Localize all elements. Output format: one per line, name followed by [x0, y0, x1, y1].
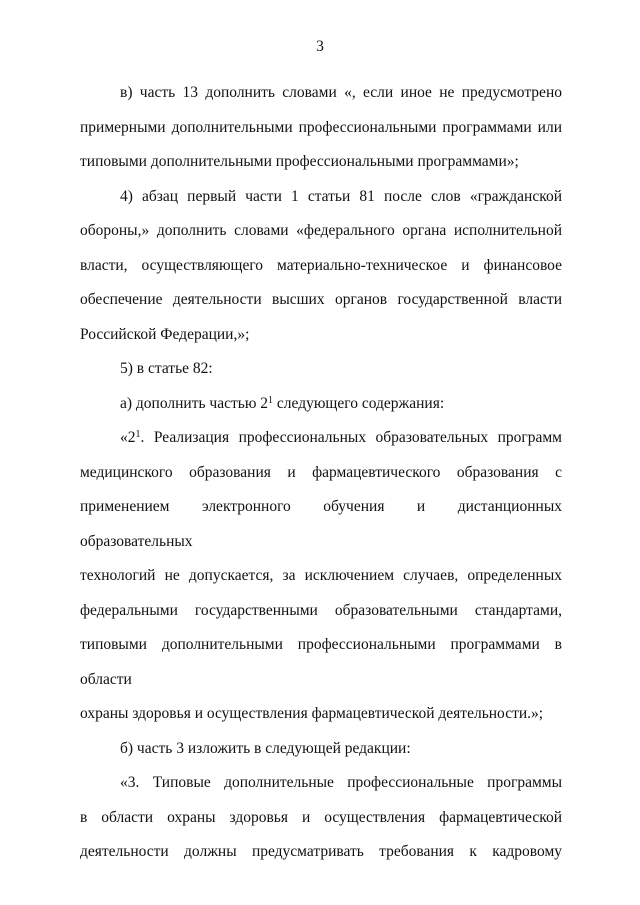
text-fragment: следующего содержания: [273, 394, 445, 412]
superscript: 1 [268, 394, 274, 406]
paragraph-line: «3. Типовые дополнительные профессиональные программы [120, 774, 562, 791]
paragraph-line: в) часть 13 дополнить словами «, если иное не предусмотрено [120, 84, 562, 101]
paragraph-line: медицинского образования и фармацевтического образования с [80, 463, 562, 481]
document-body [80, 76, 562, 870]
paragraph-line [80, 421, 562, 456]
text-fragment: . Реализация профессиональных образовательных программ [140, 429, 562, 446]
paragraph-line: 4) абзац первый части 1 статьи 81 после слов «гражданской [120, 187, 562, 205]
paragraph-line: типовыми дополнительными профессиональными программами в области [80, 636, 562, 688]
paragraph-line: Российской Федерации,»; [80, 325, 250, 343]
paragraph-line: обеспечение деятельности высших органов государственной власти [80, 291, 562, 308]
paragraph-line: б) часть 3 изложить в следующей редакции: [120, 739, 411, 757]
paragraph-line: 5) в статье 82: [120, 360, 213, 377]
paragraph-line: примерными дополнительными профессиональными программами или [80, 118, 562, 136]
paragraph-line: в области охраны здоровья и осуществления фармацевтической [80, 808, 562, 826]
paragraph-line: применением электронного обучения и дистанционных образовательных [80, 498, 562, 550]
paragraph-line: обороны,» дополнить словами «федерального органа исполнительной [80, 222, 562, 239]
paragraph-line [80, 387, 562, 422]
paragraph-line: охраны здоровья и осуществления фармацевтической деятельности.»; [80, 705, 544, 722]
page-number: 3 [316, 38, 324, 55]
paragraph-line: технологий не допускается, за исключением случаев, определенных [80, 567, 562, 584]
paragraph-line: деятельности должны предусматривать требования к кадровому [80, 843, 562, 860]
paragraph-line: власти, осуществляющего материально-техническое и финансовое [80, 256, 562, 274]
superscript: 1 [135, 429, 141, 440]
paragraph-line: типовыми дополнительными профессиональными программами»; [80, 153, 519, 170]
text-fragment: а) дополнить частью 2 [120, 394, 269, 412]
paragraph-line: федеральными государственными образовательными стандартами, [80, 601, 562, 619]
text-fragment: «2 [120, 429, 136, 446]
